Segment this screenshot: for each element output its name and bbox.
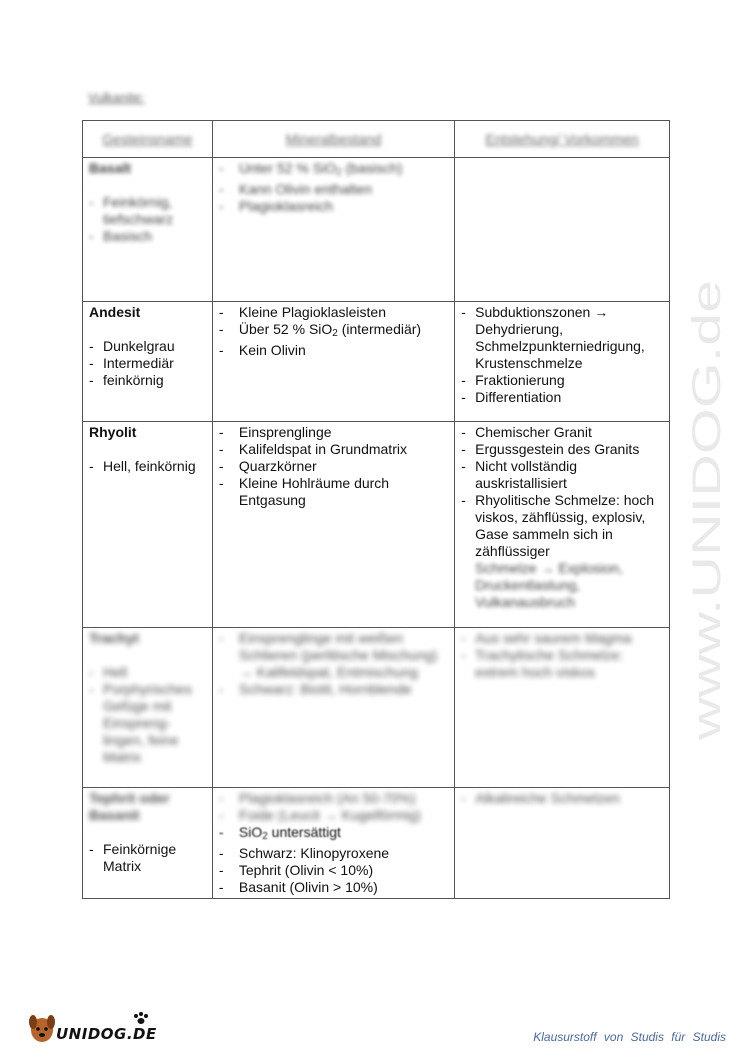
rock-property: - feinkörnig (89, 372, 206, 389)
table-row-basalt (83, 158, 670, 302)
origin-item: - Subduktionszonen → Dehydrierung, Schmelzpunkterniedrigung, Krustenschmelze (461, 304, 663, 372)
rock-property: - Hell (89, 664, 206, 681)
origin-item: - Ergussgestein des Granits (461, 441, 663, 458)
header-rock-name: Gesteinsname (83, 121, 213, 158)
table-row-tephrit (83, 788, 670, 899)
origin-item: - Fraktionierung (461, 372, 663, 389)
origin-item: - Alkalireiche Schmelzen (461, 790, 663, 807)
rock-property: - Intermediär (89, 355, 206, 372)
origin-item: - Differentiation (461, 389, 663, 406)
mineral-item: - Kleine Plagioklasleisten (219, 304, 448, 321)
rock-cell (83, 788, 213, 899)
origin-item: - Nicht vollständig auskristallisiert (461, 458, 663, 492)
table-row-trachyt (83, 628, 670, 788)
rock-property: - Basisch (89, 228, 206, 245)
mineral-item: - SiO2 untersättigt (219, 824, 448, 845)
mineral-item: - Kann Olivin enthalten (219, 181, 448, 198)
mineral-item: - Einsprenglinge (219, 424, 448, 441)
rock-name: Tephrit oder Basanit (89, 790, 170, 823)
mineral-item: - Tephrit (Olivin < 10%) (219, 862, 448, 879)
header-minerals: Mineralbestand (212, 121, 454, 158)
origin-cell (455, 158, 670, 302)
mineral-item: - Einsprenglinge mit weißen Schlieren (perlitische Mischung) → Kalifeldspat, Entmischung (219, 630, 448, 681)
mineral-item: - Basanit (Olivin > 10%) (219, 879, 448, 896)
mineral-item: - Schwarz: Biotit, Hornblende (219, 681, 448, 698)
mineral-item: - Über 52 % SiO2 (intermediär) (219, 321, 448, 342)
origin-cell (455, 422, 670, 628)
origin-item: - Trachytische Schmelze: extrem hoch viskos (461, 647, 663, 681)
rock-cell (83, 422, 213, 628)
table-row-rhyolit (83, 422, 670, 628)
origin-item: - Aus sehr saurem Magma (461, 630, 663, 647)
minerals-cell (212, 788, 454, 899)
rock-cell (83, 302, 213, 422)
rock-property: - Dunkelgrau (89, 338, 206, 355)
mineral-item: - Quarzkörner (219, 458, 448, 475)
table-row-andesit (83, 302, 670, 422)
mineral-item: - Foide (Leucit → Kugelförmig) (219, 807, 448, 824)
minerals-cell (212, 628, 454, 788)
rock-cell (83, 628, 213, 788)
mineral-item: - Plagioklasreich (219, 198, 448, 215)
mineral-item: - Schwarz: Klinopyroxene (219, 845, 448, 862)
origin-item: - Rhyolitische Schmelze: hoch viskos, zähflüssig, explosiv, Gase sammeln sich in zähflüssiger (461, 492, 663, 560)
rock-cell (83, 158, 213, 302)
rock-name: Rhyolit (89, 424, 137, 440)
rock-name: Andesit (89, 304, 141, 320)
table-header-row (83, 121, 670, 158)
origin-cell (455, 628, 670, 788)
origin-cell (455, 302, 670, 422)
minerals-cell (212, 302, 454, 422)
watermark (685, 270, 730, 740)
rock-name: Trachyt (89, 630, 139, 646)
header-origin: Entstehung/ Vorkommen (455, 121, 670, 158)
footer-tagline: Klausurstoff von Studis für Studis (533, 1030, 726, 1044)
minerals-cell (212, 158, 454, 302)
minerals-cell (212, 422, 454, 628)
mineral-item: - Plagioklasreich (An 50-70%) (219, 790, 448, 807)
mineral-item: - Kein Olivin (219, 342, 448, 359)
rock-property: - Feinkörnig, tiefschwarz (89, 194, 206, 228)
section-heading: Vulkanite: (88, 90, 145, 105)
origin-item-blurred: Schmelze → Explosion, Druckentlastung, Vulkanausbruch (475, 560, 623, 610)
rocks-table (82, 120, 670, 899)
rock-name: Basalt (89, 160, 132, 176)
origin-item: - Chemischer Granit (461, 424, 663, 441)
mineral-item: - Kleine Hohlräume durch Entgasung (219, 475, 448, 509)
logo-text: UNIDOG.DE (56, 1025, 157, 1043)
rock-property: - Feinkörnige Matrix (89, 841, 206, 875)
mineral-item: - Kalifeldspat in Grundmatrix (219, 441, 448, 458)
origin-cell (455, 788, 670, 899)
rock-property: - Hell, feinkörnig (89, 458, 206, 475)
mineral-item: - Unter 52 % SiO2 (basisch) (219, 160, 448, 181)
rock-property: - Porphyrisches Gefüge mit Einspreng-lingen, feine Matrix (89, 681, 206, 766)
watermark-text: www.UNIDOG.de (685, 428, 729, 740)
